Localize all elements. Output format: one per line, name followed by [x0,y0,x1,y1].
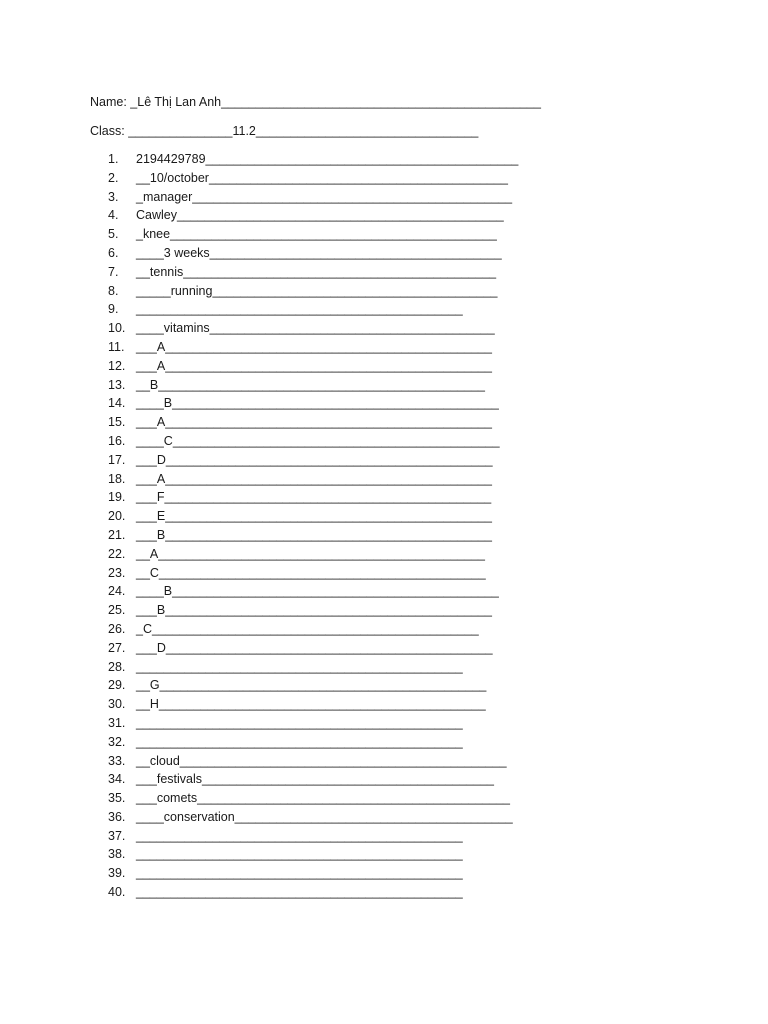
answer-text: _______________________________________________ [136,828,463,843]
answer-item [108,301,518,320]
answer-item [108,395,518,414]
answer-number: 9. [108,302,119,317]
answer-number: 19. [108,490,126,505]
answer-item [108,677,518,696]
answer-text: ___D_______________________________________________ [136,640,493,655]
answer-text: ____C_______________________________________________ [136,433,500,448]
answer-text: ___comets_____________________________________________ [136,791,510,806]
answer-text: ___D_______________________________________________ [136,452,493,467]
answer-number: 4. [108,208,119,223]
answer-number: 30. [108,697,126,712]
answer-item [108,809,518,828]
answer-text: _____running_________________________________________ [136,283,498,298]
answer-text: _______________________________________________ [136,866,463,881]
answer-text: __cloud_______________________________________________ [136,753,507,768]
answer-item [108,771,518,790]
answer-text: ____B_______________________________________________ [136,396,499,411]
answer-text: __H_______________________________________________ [136,697,486,712]
answer-number: 10. [108,321,126,336]
answer-number: 32. [108,734,126,749]
answer-text: ___E_______________________________________________ [136,509,492,524]
answer-text: _______________________________________________ [136,847,463,862]
answer-item [108,358,518,377]
answer-item [108,790,518,809]
answer-item [108,414,518,433]
answer-text: _______________________________________________ [136,734,463,749]
answer-number: 13. [108,377,126,392]
answer-text: _C_______________________________________________ [136,621,479,636]
answer-number: 17. [108,452,126,467]
answer-number: 27. [108,640,126,655]
answer-text: ___festivals__________________________________________ [136,772,494,787]
answer-number: 5. [108,227,119,242]
answer-item [108,734,518,753]
answer-item [108,546,518,565]
answer-item [108,207,518,226]
answer-item [108,471,518,490]
answer-number: 38. [108,847,126,862]
answer-text: ___A_______________________________________________ [136,358,492,373]
answer-number: 34. [108,772,126,787]
answer-item [108,565,518,584]
answer-text: __A_______________________________________________ [136,546,485,561]
answer-number: 11. [108,339,125,354]
student-name-line: Name: _Lê Thị Lan Anh______________________________________________ [90,95,541,109]
answer-number: 2. [108,170,119,185]
answer-item [108,659,518,678]
answer-number: 39. [108,866,126,881]
answer-number: 40. [108,885,126,900]
answer-number: 22. [108,546,126,561]
answer-text: ____B_______________________________________________ [136,584,499,599]
answer-text: __tennis_____________________________________________ [136,264,497,279]
answer-item [108,884,518,903]
answer-text: Cawley_______________________________________________ [136,208,504,223]
answer-text: ___B_______________________________________________ [136,603,492,618]
answer-item [108,189,518,208]
answer-item [108,527,518,546]
answer-item [108,696,518,715]
answer-text: _______________________________________________ [136,715,463,730]
answer-number: 26. [108,621,126,636]
answer-item [108,489,518,508]
answer-number: 12. [108,358,126,373]
answer-number: 35. [108,791,126,806]
answer-item [108,283,518,302]
answer-item [108,170,518,189]
answer-text: ____vitamins_________________________________________ [136,321,495,336]
answer-text: ___F_______________________________________________ [136,490,492,505]
answer-text: __C_______________________________________________ [136,565,486,580]
answer-item [108,865,518,884]
answer-number: 3. [108,189,119,204]
answer-item [108,452,518,471]
answer-text: ___A_______________________________________________ [136,415,492,430]
answer-item [108,151,518,170]
student-class-line: Class: _______________11.2________________________________ [90,124,479,138]
answer-text: ___A_______________________________________________ [136,471,492,486]
answer-item [108,640,518,659]
answer-item [108,583,518,602]
answer-number: 36. [108,809,126,824]
answer-item [108,377,518,396]
answer-number: 18. [108,471,126,486]
answer-item [108,245,518,264]
answer-item [108,753,518,772]
answer-number: 21. [108,527,126,542]
answer-number: 37. [108,828,126,843]
answer-text: ____3 weeks__________________________________________ [136,245,502,260]
answer-item [108,621,518,640]
answer-number: 16. [108,433,126,448]
answer-text: ____conservation________________________________________ [136,809,513,824]
answer-number: 15. [108,415,126,430]
answer-number: 6. [108,245,119,260]
answer-item [108,339,518,358]
answer-item [108,320,518,339]
answer-text: 2194429789_____________________________________________ [136,152,519,166]
answer-text: ___B_______________________________________________ [136,527,492,542]
answer-item [108,828,518,847]
answer-number: 24. [108,584,126,599]
answer-text: __10/october___________________________________________ [136,170,508,185]
answer-text: _______________________________________________ [136,659,463,674]
answer-item [108,602,518,621]
answer-number: 23. [108,565,126,580]
answer-text: _______________________________________________ [136,885,463,900]
answer-text: _knee_______________________________________________ [136,227,497,242]
answer-item [108,433,518,452]
answer-number: 8. [108,283,119,298]
answer-item [108,715,518,734]
answer-number: 28. [108,659,126,674]
answer-text: __G_______________________________________________ [136,678,487,693]
answer-list [108,151,518,903]
answer-number: 20. [108,509,126,524]
answer-text: __B_______________________________________________ [136,377,485,392]
answer-text: ___A_______________________________________________ [136,339,492,354]
answer-number: 14. [108,396,126,411]
answer-number: 7. [108,264,119,279]
answer-item [108,508,518,527]
answer-item [108,264,518,283]
answer-number: 31. [108,715,126,730]
answer-text: _manager______________________________________________ [136,189,513,204]
answer-number: 33. [108,753,126,768]
answer-number: 1. [108,152,119,166]
answer-number: 29. [108,678,126,693]
answer-number: 25. [108,603,126,618]
answer-item [108,846,518,865]
answer-text: _______________________________________________ [136,302,463,317]
answer-item [108,226,518,245]
